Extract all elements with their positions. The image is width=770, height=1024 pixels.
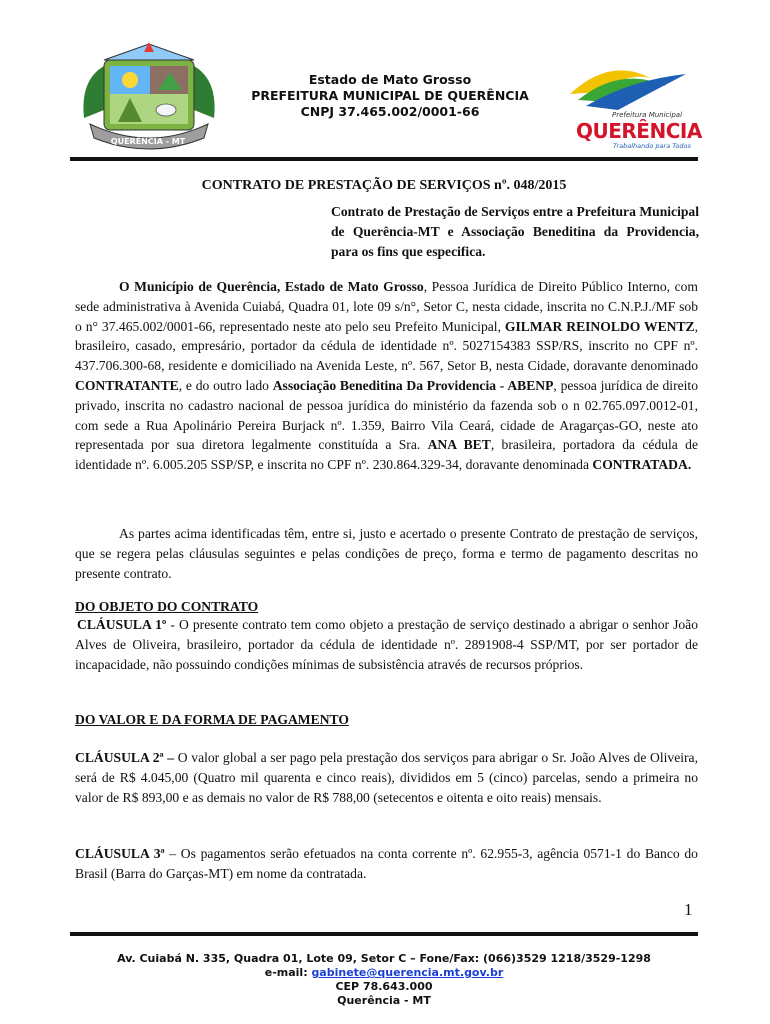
footer-rule [70, 932, 698, 936]
clause-1-label: CLÁUSULA 1º [77, 617, 167, 632]
footer-city: Querência - MT [337, 994, 431, 1007]
footer [70, 952, 698, 1008]
header-prefeitura: PREFEITURA MUNICIPAL DE QUERÊNCIA [251, 88, 529, 103]
header-state: Estado de Mato Grosso [308, 72, 472, 87]
parties-text-3: , e do outro lado [178, 377, 273, 393]
clause-3 [75, 844, 698, 884]
parties-prefeito: GILMAR REINOLDO WENTZ [504, 318, 695, 334]
agreement-paragraph: As partes acima identificadas têm, entre si, justo e acertado o presente Contrato de prestação de serviços, que se regera pelas cláusulas seguintes e pelas condições de preço, forma e termo de pagamento descritas no presente contrato. [75, 526, 698, 581]
header-cnpj: CNPJ 37.465.002/0001-66 [300, 104, 480, 119]
footer-email-line [70, 966, 698, 980]
parties-associacao: Associação Beneditina Da Providencia - ABENP [272, 377, 554, 393]
section-payment-heading: DO VALOR E DA FORMA DE PAGAMENTO [75, 712, 349, 727]
parties-text-5: , brasileira, portadora da cédula de identidade nº. 6.005.205 SSP/SP, e inscrita no CPF nº. 230.864.329-34, doravante denominada [75, 437, 698, 473]
clause-1 [75, 615, 698, 674]
section-object-heading: DO OBJETO DO CONTRATO [75, 599, 259, 614]
logo-tagline: Trabalhando para Todos [613, 142, 691, 150]
clause-1-text: - O presente contrato tem como objeto a prestação de serviço destinado a abrigar o senhor João Alves de Oliveira, brasileiro, portador da cédula de identidade nº. 2891908-4 SSP/MT, por ser portador de incapacidade, não possuindo condições mínimas de subsistência através de recursos próprios. [75, 617, 698, 672]
logo-name: QUERÊNCIA [576, 119, 702, 143]
clause-3-text: – Os pagamentos serão efetuados na conta corrente nº. 62.955-3, agência 0571-1 do Banco do Brasil (Barra do Garças-MT) em nome da contratada. [75, 846, 698, 881]
parties-text-2: , brasileiro, casado, empresário, portador da cédula de identidade nº. 5027154383 SSP/RS, inscrito no CPF nº. 437.706.300-68, residente e domiciliado na Avenida Leste, nº. 567, Setor B, nesta Cidade, doravante denominado [75, 318, 698, 374]
parties-paragraph [75, 277, 698, 475]
parties-text-1: , Pessoa Jurídica de Direito Público Interno, com sede administrativa à Avenida Cuiabá, Quadra 01, lote 09 s/n°, Setor C, nesta cidade, inscrita no C.N.P.J./MF sob o n° 37.465.002/0001-66, representado neste ato pelo seu Prefeito Municipal, [75, 279, 699, 334]
footer-email-link[interactable]: gabinete@querencia.mt.gov.br [311, 966, 504, 979]
footer-address: Av. Cuiabá N. 335, Quadra 01, Lote 09, Setor C – Fone/Fax: (066)3529 1218/3529-1298 [117, 952, 651, 965]
crest-banner-text: QUERÊNCIA - MT [110, 137, 186, 146]
contract-title: CONTRATO DE PRESTAÇÃO DE SERVIÇOS nº. 048/2015 [201, 178, 567, 193]
parties-diretora: ANA BET [427, 437, 491, 453]
letterhead [240, 72, 540, 120]
logo-small-text: Prefeitura Municipal [612, 111, 683, 119]
clause-2-label: CLÁUSULA 2ª – [75, 750, 175, 765]
footer-cep: CEP 78.643.000 [335, 980, 433, 993]
parties-municipio: O Município de Querência, Estado de Mato Grosso [119, 279, 424, 294]
page-number: 1 [684, 900, 693, 919]
contract-summary: Contrato de Prestação de Serviços entre a Prefeitura Municipal de Querência-MT e Associação Beneditina da Providencia, para os fins que especifica. [331, 204, 699, 259]
clause-2-text: O valor global a ser pago pela prestação dos serviços para abrigar o Sr. João Alves de Oliveira, será de R$ 4.045,00 (Quatro mil quarenta e cinco reais), divididos em 5 (cinco) parcelas, sendo a primeira no valor de R$ 893,00 e as demais no valor de R$ 788,00 (setecentos e oitenta e oito reais) mensais. [75, 750, 698, 805]
header-rule [70, 157, 698, 161]
footer-email-label: e-mail: [264, 966, 312, 979]
clause-3-label: CLÁUSULA 3ª [75, 846, 165, 861]
parties-contratante: CONTRATANTE [75, 377, 179, 393]
clause-2 [75, 748, 698, 807]
parties-contratada: CONTRATADA. [592, 457, 692, 473]
parties-text-4: , pessoa jurídica de direito privado, inscrita no cadastro nacional de pessoa jurídica do ministério da fazenda sob o n 02.765.097.0012-01, com sede a Rua Apolinário Pereira Burjack nº. 1.359, Bairro Vila Ceará, cidade de Aragarças-GO, neste ato representada por sua diretora legalmente constituída a Sra. [75, 377, 698, 453]
